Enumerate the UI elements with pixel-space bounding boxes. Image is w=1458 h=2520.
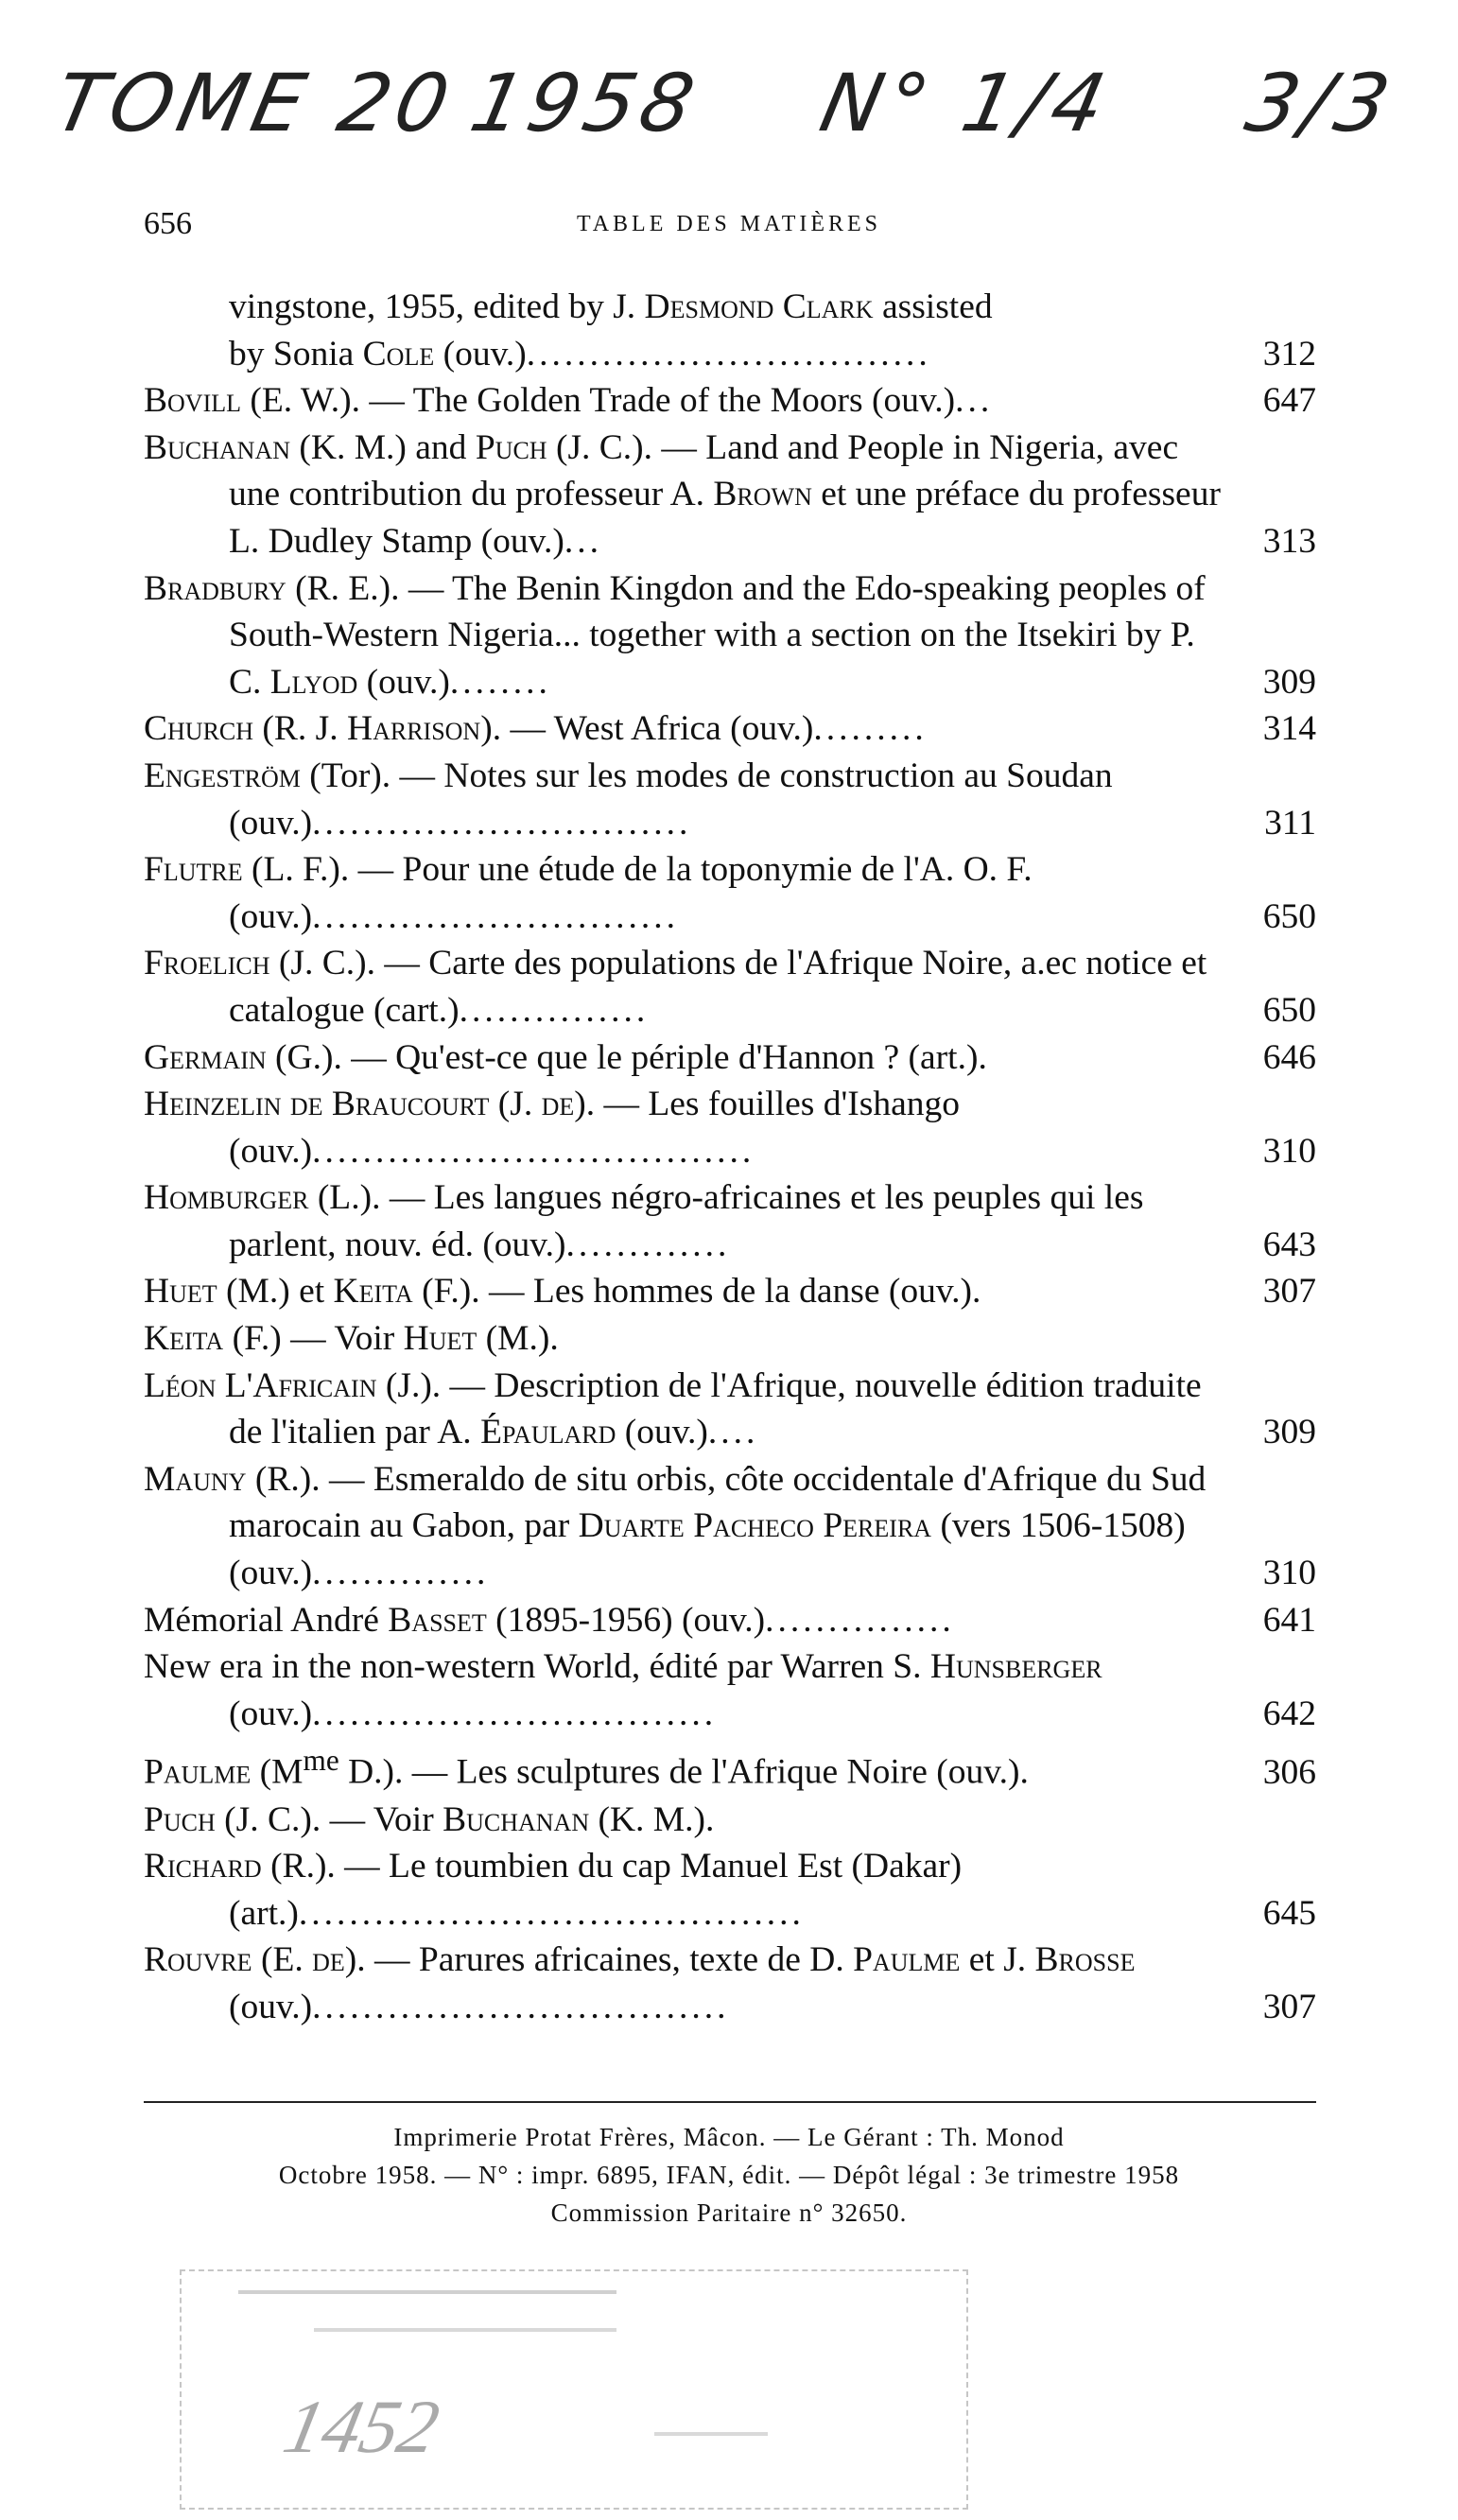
entry-text: (F.) — Voir [223,1319,404,1359]
stamp-mark [238,2290,616,2294]
author-name: Buchanan [144,427,291,467]
dot-leader: ........................................ [298,1893,805,1933]
toc-entry [144,1797,1316,1844]
author-name: Puch [144,1799,216,1839]
page-reference: 314 [1262,709,1316,749]
author-name: Brown [713,475,812,514]
entry-text: (G.). — Qu'est-ce que le périple d'Hannon ? (art.). [266,1037,987,1077]
page-reference: 312 [1262,334,1316,374]
author-name: Cole [362,334,435,374]
toc-entry [144,1643,1316,1737]
page-reference: 643 [1262,1225,1316,1264]
toc-entry [144,1363,1316,1456]
toc-entry [144,940,1316,1034]
author-name: Llyod [269,662,358,702]
dot-leader: ................................... [312,1131,755,1171]
author-name: Basset [388,1600,487,1640]
author-name: de [312,1940,345,1980]
page-reference: 641 [1262,1600,1316,1640]
entry-text: (J. C.). — Carte des populations de l'Afrique Noire, a.ec notice et catalogue (cart.) [229,944,1207,1030]
page-reference: 307 [1262,1272,1316,1312]
toc-entry [144,1315,1316,1363]
toc-entry [144,284,1316,331]
dot-leader: ... [564,521,602,561]
entry-text: (R. E.). — The Benin Kingdon and the Edo-speaking peoples of South-Western Nigeria... together with a section on the Itsekiri by P. C. [229,568,1206,702]
toc-entry [144,377,1316,425]
author-name: Froelich [144,944,270,983]
entry-text: (R.). — Le toumbien du cap Manuel Est (Dakar) (art.) [229,1847,963,1933]
toc-entry [144,846,1316,940]
entry-text: (ouv.) [229,1987,313,2026]
toc-entry [144,1456,1316,1597]
dot-leader: ............... [459,990,650,1030]
toc-entry [144,1597,1316,1644]
entry-text: vingstone, 1955, edited by J. [229,287,645,326]
entry-text: (ouv.) [357,662,450,702]
page-reference: 307 [1262,1987,1316,2026]
entry-text: ). — Parures africaines, texte de D. [344,1940,854,1980]
entry-text: (J. [489,1085,542,1124]
dot-leader: .............. [312,1554,490,1593]
entry-text: (K. M.) and [290,427,476,467]
handwritten-annotation [47,38,1418,189]
handwritten-issue: N° 1/4 [812,57,1120,149]
imprint-line: Octobre 1958. — N° : impr. 6895, IFAN, édit. — Dépôt légal : 3e trimestre 1958 [278,2161,1180,2189]
page-reference: 309 [1262,1413,1316,1452]
author-name: Bradbury [144,568,286,608]
entry-text: (R. J. [253,709,347,749]
faded-stamp [180,2269,968,2510]
dot-leader: ... [955,381,994,421]
entry-text: (1895-1956) (ouv.) [486,1600,766,1640]
entry-text: (L.). — Les langues négro-africaines et les peuples qui les parlent, nouv. éd. (ouv.) [229,1178,1144,1264]
author-name: Buchanan [443,1799,590,1839]
stamp-number: 1452 [276,2386,446,2469]
page-reference: 642 [1262,1694,1316,1733]
imprint-line: Imprimerie Protat Frères, Mâcon. — Le Gérant : Th. Monod [393,2123,1065,2151]
dot-leader: ............... [765,1600,955,1640]
entry-text: New era in the non-western World, édité par Warren S. [144,1647,930,1687]
entry-text: (ouv.) [434,334,527,374]
entry-text: (E. [252,1940,313,1980]
entry-text: (ouv.) [229,1694,313,1733]
dot-leader: .............................. [312,803,692,843]
author-name: Homburger [144,1178,309,1218]
entry-text: (Tor). — Notes sur les modes de construction au Soudan (ouv.) [229,756,1113,843]
toc-entry [144,705,1316,753]
page-reference: 650 [1262,990,1316,1030]
page-reference: 646 [1262,1037,1316,1077]
author-name: Bovill [144,381,241,421]
author-name: Duarte Pacheco Pereira [578,1506,932,1546]
author-name: Desmond Clark [644,287,874,326]
entry-text: (J.). — Description de l'Afrique, nouvelle édition traduite de l'italien par A. [229,1365,1202,1452]
author-name: Flutre [144,850,243,890]
author-name: Paulme [144,1752,252,1792]
entry-text: (K. M.). [589,1799,715,1839]
imprint-line: Commission Paritaire n° 32650. [550,2198,908,2227]
dot-leader: ......... [813,709,928,749]
page-reference: 311 [1264,803,1316,843]
page-reference: 310 [1262,1131,1316,1171]
page-number: 656 [144,206,192,241]
page-reference: 313 [1262,521,1316,561]
dot-leader: ............. [565,1225,731,1264]
author-name: Huet [403,1319,477,1359]
dot-leader: ................................ [526,334,931,374]
entry-text: (ouv.) [616,1413,708,1452]
author-name: Keita [333,1272,413,1312]
author-name: Engeström [144,756,301,795]
table-of-contents [144,284,1316,2030]
dot-leader: ........ [449,662,551,702]
stamp-mark [314,2328,616,2332]
toc-entry [144,565,1316,706]
dot-leader: ................................ [312,1694,718,1733]
entry-text: (R.). — Esmeraldo de situ orbis, côte occidentale d'Afrique du Sud marocain au Gabon, par [229,1459,1206,1546]
author-name: Harrison [347,709,481,749]
entry-text: ). — Les fouilles d'Ishango (ouv.) [229,1085,960,1171]
page-reference: 645 [1262,1893,1316,1933]
page-reference: 309 [1262,662,1316,702]
author-name: de [541,1085,575,1124]
entry-text: (L. F.). — Pour une étude de la toponymie de l'A. O. F. (ouv.) [229,850,1033,936]
dot-leader: .... [707,1413,759,1452]
page-reference: 650 [1262,896,1316,936]
entry-text: (J. C.). — Voir [215,1799,443,1839]
running-head: TABLE DES MATIÈRES [576,212,882,236]
author-name: Church [144,709,254,749]
entry-text: ). — West Africa (ouv.) [480,709,814,749]
entry-text: (M.). [477,1319,559,1359]
author-name: Keita [144,1319,224,1359]
author-name: Germain [144,1037,267,1077]
toc-entry [144,753,1316,846]
entry-text: et une préface du professeur L. Dudley Stamp (ouv.) [229,475,1221,561]
entry-text: (J. C.). — Land and People in Nigeria, avec une contribution du professeur A. [229,427,1179,514]
entry-text: assisted [873,287,993,326]
entry-text: D.). — Les sculptures de l'Afrique Noire (ouv.). [338,1752,1029,1792]
toc-entry [144,1268,1316,1315]
toc-entry [144,1034,1316,1082]
dot-leader: ............................. [312,896,680,936]
handwritten-volume: TOME 20 [46,57,462,149]
page-reference: 310 [1262,1554,1316,1593]
entry-text: (M [251,1752,304,1792]
toc-entry [144,1843,1316,1937]
entry-text: me [303,1744,339,1778]
author-name: Huet [144,1272,217,1312]
toc-entry [144,1081,1316,1174]
entry-text: by Sonia [229,334,363,374]
author-name: Paulme [853,1940,961,1980]
handwritten-fraction: 3/3 [1238,57,1403,149]
author-name: Richard [144,1847,262,1886]
author-name: Heinzelin de Braucourt [144,1085,490,1124]
toc-entry [144,1737,1316,1796]
entry-text: (vers 1506-1508) (ouv.) [229,1506,1186,1593]
entry-text: et J. [960,1940,1035,1980]
dot-leader: ................................. [312,1987,730,2026]
toc-entry [144,1937,1316,2030]
toc-entry [144,425,1316,565]
page-reference: 306 [1262,1752,1316,1792]
author-name: Épaulard [480,1413,616,1452]
handwritten-year: 1958 [462,57,708,149]
entry-text: Mémorial André [144,1600,389,1640]
entry-text: (F.). — Les hommes de la danse (ouv.). [412,1272,981,1312]
author-name: Léon L'Africain [144,1365,377,1405]
entry-text: (M.) et [217,1272,334,1312]
toc-entry [144,1174,1316,1268]
stamp-mark [654,2432,768,2436]
author-name: Brosse [1034,1940,1136,1980]
author-name: Mauny [144,1459,247,1499]
footer-divider [144,2101,1316,2103]
toc-entry [144,331,1316,378]
page-reference: 647 [1262,381,1316,421]
author-name: Rouvre [144,1940,252,1980]
imprint-block [0,2118,1458,2232]
author-name: Puch [475,427,547,467]
entry-text: (E. W.). — The Golden Trade of the Moors (ouv.) [241,381,956,421]
author-name: Hunsberger [929,1647,1102,1687]
